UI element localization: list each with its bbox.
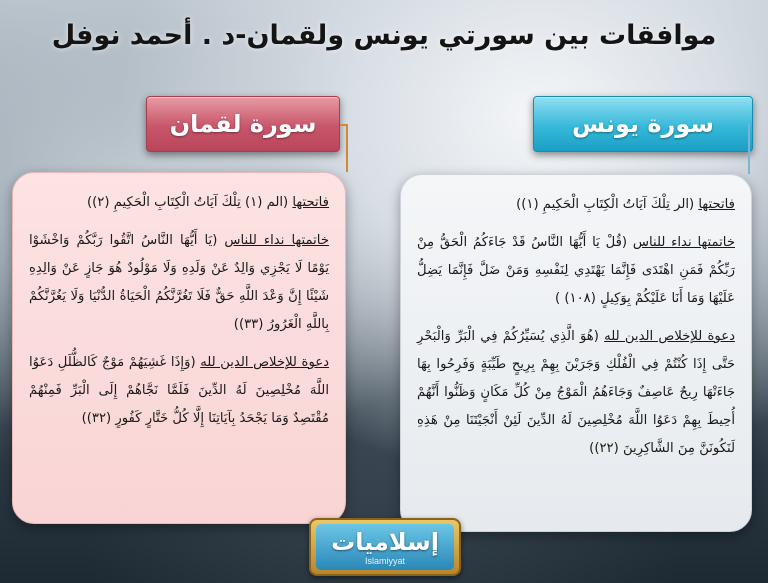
luqman-sincerity — [29, 349, 329, 433]
yunus-panel — [400, 174, 752, 532]
luqman-closing-text: (يَا أَيُّهَا النَّاسُ اتَّقُوا رَبَّكُمْ وَاخْشَوْا يَوْمًا لَا يَجْزِي وَالِدٌ عَنْ وَلَدِهِ وَلَا مَوْلُودٌ هُوَ جَازٍ عَنْ وَالِدِهِ شَيْئًا إِنَّ وَعْدَ اللَّهِ حَقٌّ فَلَا تَغُرَّنَّكُمُ الْحَيَاةُ الدُّنْيَا وَلَا يَغُرَّنَّكُمْ بِاللَّهِ الْغَرُورُ (٣٣)) — [29, 233, 329, 332]
luqman-closing-label: خاتمتها نداء للناس — [224, 233, 329, 248]
yunus-closing-text: (قُلْ يَا أَيُّهَا النَّاسُ قَدْ جَاءَكُمُ الْحَقُّ مِنْ رَبِّكُمْ فَمَنِ اهْتَدَى فَإِنَّمَا يَهْتَدِي لِنَفْسِهِ وَمَنْ ضَلَّ فَإِنَّمَا يَضِلُّ عَلَيْهَا وَمَا أَنَا عَلَيْكُمْ بِوَكِيلٍ (١٠٨) ) — [417, 235, 735, 306]
yunus-sincerity — [417, 323, 735, 463]
yunus-opening-label: فاتحتها — [698, 197, 735, 212]
surah-luqman-header: سورة لقمان — [146, 96, 340, 152]
page-title: موافقات بين سورتي يونس ولقمان-د . أحمد نوفل — [51, 20, 717, 51]
luqman-opening-label: فاتحتها — [292, 195, 329, 210]
yunus-opening — [417, 191, 735, 219]
logo-arabic-text: إسلاميات — [331, 528, 439, 556]
luqman-sincerity-text: (وَإِذَا غَشِيَهُمْ مَوْجٌ كَالظُّلَلِ دَعَوُا اللَّهَ مُخْلِصِينَ لَهُ الدِّينَ فَلَمَّا نَجَّاهُمْ إِلَى الْبَرِّ فَمِنْهُمْ مُقْتَصِدٌ وَمَا يَجْحَدُ بِآيَاتِنَا إِلَّا كُلُّ خَتَّارٍ كَفُورٍ (٣٢)) — [29, 355, 329, 426]
islamiyyat-logo — [309, 518, 461, 576]
luqman-sincerity-label: دعوة للإخلاص الدين لله — [200, 355, 329, 370]
logo-badge — [316, 524, 454, 570]
surah-yunus-header: سورة يونس — [533, 96, 753, 152]
luqman-opening-text: (الم (١) تِلْكَ آيَاتُ الْكِتَابِ الْحَكِيمِ (٢)) — [87, 195, 293, 210]
yunus-closing — [417, 229, 735, 313]
yunus-connector-line — [748, 124, 750, 174]
logo-latin-text: Islamiyyat — [364, 556, 405, 566]
yunus-sincerity-label: دعوة للإخلاص الدين لله — [604, 329, 735, 344]
yunus-opening-text: (الر تِلْكَ آيَاتُ الْكِتَابِ الْحَكِيمِ (١)) — [516, 197, 699, 212]
yunus-sincerity-text: (هُوَ الَّذِي يُسَيِّرُكُمْ فِي الْبَرِّ وَالْبَحْرِ حَتَّى إِذَا كُنْتُمْ فِي الْفُلْكِ وَجَرَيْنَ بِهِمْ بِرِيحٍ طَيِّبَةٍ وَفَرِحُوا بِهَا جَاءَتْهَا رِيحٌ عَاصِفٌ وَجَاءَهُمُ الْمَوْجُ مِنْ كُلِّ مَكَانٍ وَظَنُّوا أَنَّهُمْ أُحِيطَ بِهِمْ دَعَوُا اللَّهَ مُخْلِصِينَ لَهُ الدِّينَ لَئِنْ أَنْجَيْتَنَا مِنْ هَذِهِ لَنَكُونَنَّ مِنَ الشَّاكِرِينَ (٢٢)) — [417, 329, 735, 456]
luqman-panel — [12, 172, 346, 524]
luqman-opening — [29, 189, 329, 217]
luqman-closing — [29, 227, 329, 339]
yunus-closing-label: خاتمتها نداء للناس — [632, 235, 735, 250]
luqman-connector-line-vertical — [346, 124, 348, 172]
